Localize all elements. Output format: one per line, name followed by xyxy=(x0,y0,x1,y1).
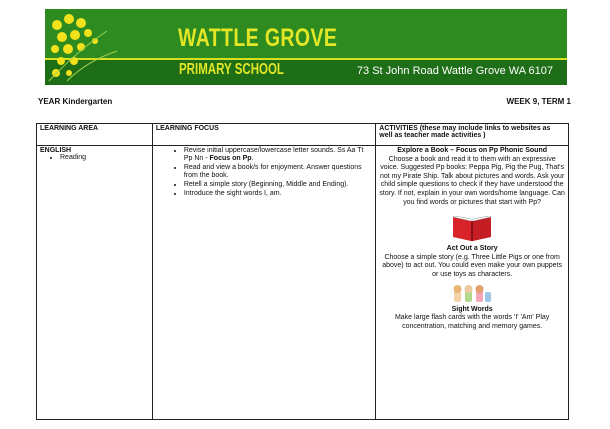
puppets-illustration xyxy=(379,284,565,304)
activity-title: Sight Words xyxy=(451,305,493,313)
list-item: • Read and view a book/s for enjoyment. Answer questions from the book. xyxy=(184,164,372,180)
learning-table xyxy=(36,123,569,420)
table-header-row xyxy=(37,124,569,146)
school-address: 73 St John Road Wattle Grove WA 6107 xyxy=(356,65,553,77)
finger-puppets-icon xyxy=(452,284,492,304)
focus-list xyxy=(156,147,372,198)
activity-text: Make large flash cards with the words 'I' 'Am' Play concentration, matching and memory games. xyxy=(394,314,550,330)
list-item xyxy=(184,147,372,163)
area-list xyxy=(40,154,149,162)
activity-text: Choose a simple story (e.g. Three Little Pigs or one from above) to act out. You could even make your own puppets or use toys as characters. xyxy=(382,253,563,278)
red-book-icon xyxy=(451,211,493,243)
column-header-activities: ACTIVITIES (these may include links to websites as well as teacher made activities ) xyxy=(376,124,569,146)
focus-item-1-bold: Focus on Pp xyxy=(209,155,252,162)
year-label: YEAR Kindergarten xyxy=(38,97,113,106)
column-header-learning-focus: LEARNING FOCUS xyxy=(152,124,375,146)
week-term-label: WEEK 9, TERM 1 xyxy=(506,97,571,106)
list-item: • Retell a simple story (Beginning, Middle and Ending). xyxy=(184,181,372,189)
focus-item-1: Revise initial uppercase/lowercase letter sounds. Ss Aa Tt Pp Nn - xyxy=(183,147,364,162)
activity-text: Choose a book and read it to them with an expressive voice. Suggested Pp books: Peppa Pig, Pig the Pug, That's not my Pirate Ship. Talk about pictures and words. Ask your child simple questions to check if they have understood the story. If not, explain in your own words/home language. Can you find words or pictures that start with Pp? xyxy=(379,155,565,206)
school-banner xyxy=(45,9,567,85)
activity-title: Act Out a Story xyxy=(446,245,498,253)
book-illustration xyxy=(379,211,565,243)
activity-sight-words xyxy=(379,306,565,332)
wattle-flower-logo-icon xyxy=(47,11,132,85)
activity-title: Explore a Book – Focus on Pp Phonic Sound xyxy=(397,147,548,154)
school-name: WATTLE GROVE xyxy=(178,24,338,52)
list-item: • Reading xyxy=(60,154,149,162)
list-item: • Introduce the sight words I, am. xyxy=(184,190,372,198)
activities-cell xyxy=(376,146,569,420)
focus-item-1-end: . xyxy=(251,155,254,162)
school-subtitle: PRIMARY SCHOOL xyxy=(179,61,284,78)
column-header-learning-area: LEARNING AREA xyxy=(37,124,153,146)
area-title: ENGLISH xyxy=(40,147,72,154)
learning-area-cell xyxy=(37,146,153,420)
learning-focus-cell xyxy=(152,146,375,420)
table-row xyxy=(37,146,569,420)
activity-act-out-story xyxy=(379,245,565,279)
activity-explore-book xyxy=(379,147,565,207)
